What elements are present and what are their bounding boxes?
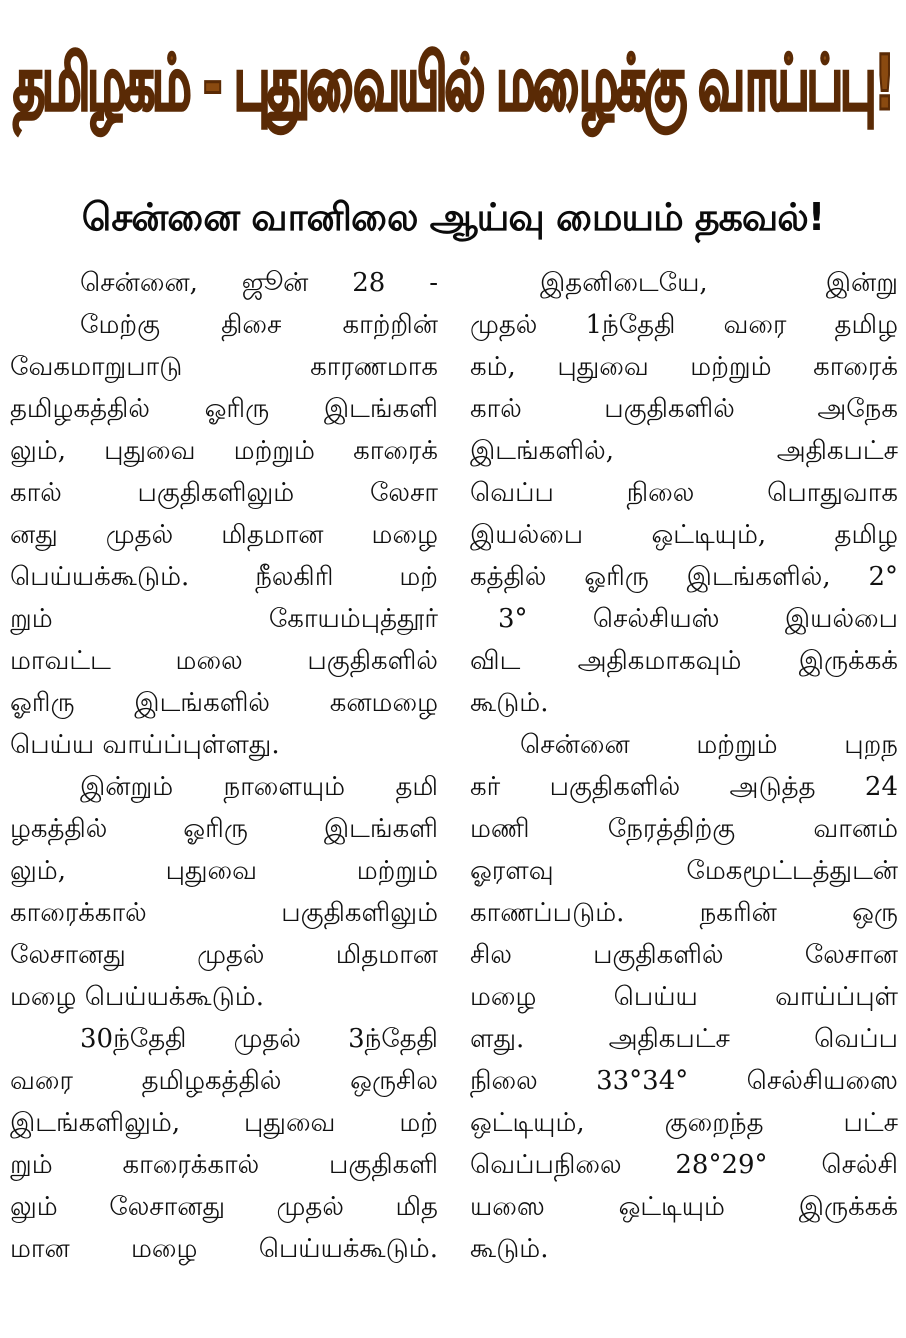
text-line: மேற்கு திசை காற்றின்: [80, 310, 438, 340]
text-line: சென்னை மற்றும் புறந: [520, 730, 898, 760]
text-line: கூடும்.: [470, 688, 549, 718]
text-line: இடங்களில், அதிகபட்ச: [470, 436, 898, 466]
headline: [0, 0, 906, 178]
text-line: இயல்பை ஒட்டியும், தமிழ: [470, 520, 898, 550]
text-line: மழை பெய்யக்கூடும்.: [10, 982, 264, 1012]
text-line: வெப்பநிலை 28°29° செல்சி: [470, 1150, 898, 1180]
text-line: 3° செல்சியஸ் இயல்பை: [498, 604, 898, 634]
text-line: ளது. அதிகபட்ச வெப்ப: [470, 1024, 898, 1054]
text-line: லும் லேசானது முதல் மித: [10, 1192, 438, 1222]
article-column-right: [470, 262, 898, 1270]
text-line: காரைக்கால் பகுதிகளிலும்: [10, 898, 438, 928]
text-line: வெப்ப நிலை பொதுவாக: [470, 478, 898, 508]
text-line: மழை பெய்ய வாய்ப்புள்: [470, 982, 898, 1012]
text-line: மாவட்ட மலை பகுதிகளில்: [10, 646, 438, 676]
text-line: விட அதிகமாகவும் இருக்கக்: [470, 646, 898, 676]
text-line: வேகமாறுபாடு காரணமாக: [10, 352, 438, 382]
text-line: பெய்ய வாய்ப்புள்ளது.: [10, 730, 280, 760]
subheadline: [0, 180, 906, 260]
text-line: நிலை 33°34° செல்சியஸை: [470, 1066, 898, 1096]
text-line: றும் கோயம்புத்தூர்: [10, 604, 438, 634]
text-line: கூடும்.: [470, 1234, 549, 1264]
article-column-left: [10, 262, 438, 1270]
text-line: கால் பகுதிகளிலும் லேசா: [10, 478, 438, 508]
headline-text: தமிழகம் - புதுவையில் மழைக்கு வாய்ப்பு!: [13, 39, 893, 128]
text-line: ஓரிரு இடங்களில் கனமழை: [10, 688, 438, 718]
text-line: லேசானது முதல் மிதமான: [10, 940, 438, 970]
text-line: லும், புதுவை மற்றும்: [10, 856, 438, 886]
text-line: தமிழகத்தில் ஓரிரு இடங்களி: [10, 394, 438, 424]
text-line: 30ந்தேதி முதல் 3ந்தேதி: [80, 1024, 438, 1054]
text-line: பெய்யக்கூடும். நீலகிரி மற்: [10, 562, 438, 592]
text-line: யஸை ஒட்டியும் இருக்கக்: [470, 1192, 898, 1222]
text-line: றும் காரைக்கால் பகுதிகளி: [10, 1150, 438, 1180]
text-line: இன்றும் நாளையும் தமி: [80, 772, 438, 802]
text-line: கம், புதுவை மற்றும் காரைக்: [470, 352, 898, 382]
text-line: சில பகுதிகளில் லேசான: [470, 940, 898, 970]
text-line: வரை தமிழகத்தில் ஒருசில: [10, 1066, 438, 1096]
text-line: ழகத்தில் ஓரிரு இடங்களி: [10, 814, 438, 844]
text-line: னது முதல் மிதமான மழை: [10, 520, 438, 550]
text-line: ஓரளவு மேகமூட்டத்துடன்: [470, 856, 898, 886]
dateline: சென்னை, ஜூன் 28 -: [80, 268, 438, 298]
text-line: கர் பகுதிகளில் அடுத்த 24: [470, 772, 898, 802]
text-line: முதல் 1ந்தேதி வரை தமிழ: [470, 310, 898, 340]
text-line: கத்தில் ஓரிரு இடங்களில், 2°: [470, 562, 898, 592]
text-line: ஒட்டியும், குறைந்த பட்ச: [470, 1108, 898, 1138]
text-line: இடங்களிலும், புதுவை மற்: [10, 1108, 438, 1138]
text-line: லும், புதுவை மற்றும் காரைக்: [10, 436, 438, 466]
text-line: காணப்படும். நகரின் ஒரு: [470, 898, 898, 928]
subheadline-text: சென்னை வானிலை ஆய்வு மையம் தகவல்!: [81, 195, 825, 239]
text-line: இதனிடையே, இன்று: [540, 268, 898, 298]
text-line: மணி நேரத்திற்கு வானம்: [470, 814, 898, 844]
text-line: கால் பகுதிகளில் அநேக: [470, 394, 898, 424]
text-line: மான மழை பெய்யக்கூடும்.: [10, 1234, 438, 1264]
